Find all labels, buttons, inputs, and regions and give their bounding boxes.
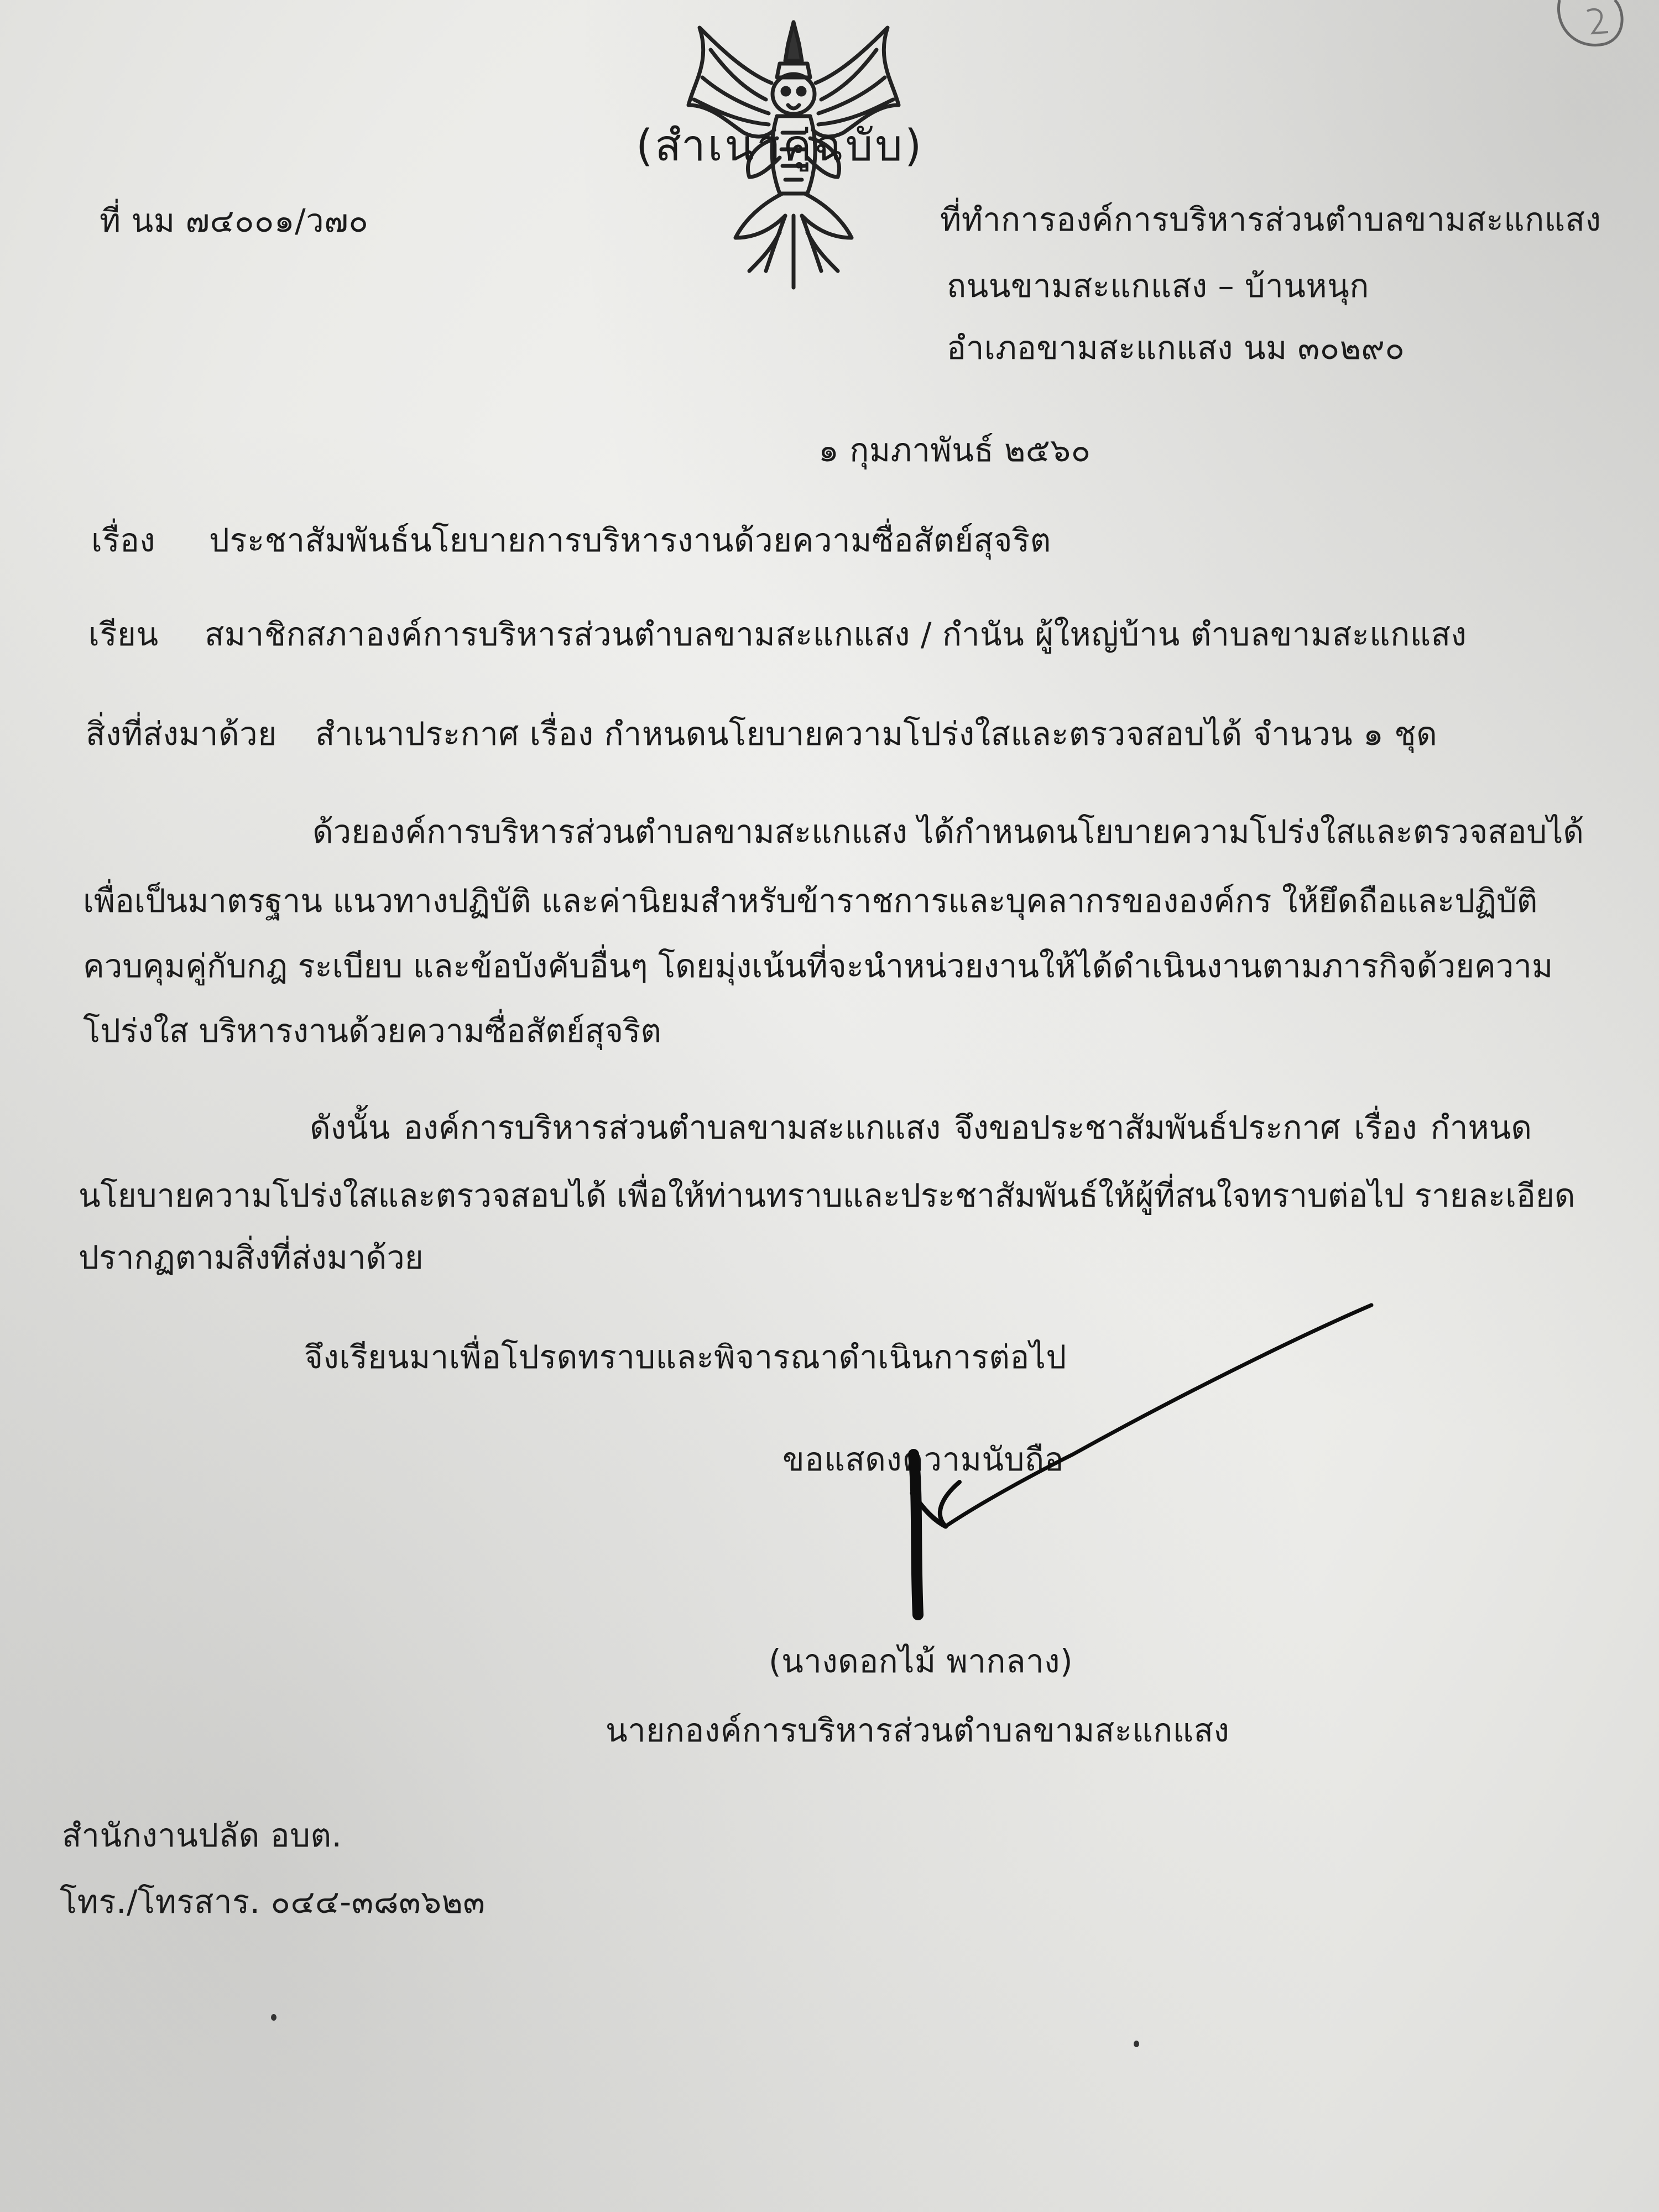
page-number-mark: [1543, 0, 1631, 61]
body-paragraph-1-line-4: โปร่งใส บริหารงานด้วยความซื่อสัตย์สุจริต: [83, 1012, 661, 1050]
footer-office: สำนักงานปลัด อบต.: [62, 1817, 342, 1854]
stray-mark: [271, 2014, 276, 2021]
office-address-line-2: ถนนขามสะแกแสง – บ้านหนุก: [947, 267, 1369, 305]
body-paragraph-1-line-1: ด้วยองค์การบริหารส่วนตำบลขามสะแกแสง ได้กำหนดนโยบายความโปร่งใสและตรวจสอบได้: [312, 813, 1584, 851]
addressee-text: สมาชิกสภาองค์การบริหารส่วนตำบลขามสะแกแสง / กำนัน ผู้ใหญ่บ้าน ตำบลขามสะแกแสง: [205, 615, 1467, 653]
stray-mark: [1134, 2041, 1139, 2047]
subject-text: ประชาสัมพันธ์นโยบายการบริหารงานด้วยความซื่อสัตย์สุจริต: [209, 521, 1051, 559]
office-address-line-3: อำเภอขามสะแกแสง นม ๓๐๒๙๐: [947, 329, 1405, 367]
copy-label: (สำเนาคู่ฉบับ): [636, 121, 924, 171]
subject-label: เรื่อง: [91, 521, 156, 559]
body-paragraph-2-line-3: ปรากฏตามสิ่งที่ส่งมาด้วย: [79, 1239, 424, 1276]
signer-name: (นางดอกไม้ พากลาง): [769, 1642, 1073, 1680]
body-paragraph-2-line-2: นโยบายความโปร่งใสและตรวจสอบได้ เพื่อให้ท่านทราบและประชาสัมพันธ์ให้ผู้ที่สนใจทราบต่อไป รายละเอียด: [79, 1177, 1575, 1214]
handwritten-signature: [863, 1288, 1405, 1631]
footer-phone: โทร./โทรสาร. ๐๔๔-๓๘๓๖๒๓: [60, 1883, 486, 1921]
signer-position: นายกองค์การบริหารส่วนตำบลขามสะแกแสง: [606, 1712, 1230, 1749]
body-paragraph-2-line-1: ดังนั้น องค์การบริหารส่วนตำบลขามสะแกแสง จึงขอประชาสัมพันธ์ประกาศ เรื่อง กำหนด: [310, 1109, 1532, 1146]
enclosure-text: สำเนาประกาศ เรื่อง กำหนดนโยบายความโปร่งใสและตรวจสอบได้ จำนวน ๑ ชุด: [315, 715, 1438, 753]
office-address-line-1: ที่ทำการองค์การบริหารส่วนตำบลขามสะแกแสง: [940, 201, 1601, 238]
body-paragraph-1-line-2: เพื่อเป็นมาตรฐาน แนวทางปฏิบัติ และค่านิยมสำหรับข้าราชการและบุคลากรขององค์กร ให้ยึดถือและปฏิบัติ: [83, 882, 1538, 920]
addressee-label: เรียน: [88, 615, 159, 653]
letter-date: ๑ กุมภาพันธ์ ๒๕๖๐: [818, 431, 1091, 469]
body-paragraph-1-line-3: ควบคุมคู่กับกฎ ระเบียบ และข้อบังคับอื่นๆ โดยมุ่งเน้นที่จะนำหน่วยงานให้ได้ดำเนินงานตามภารกิจด้วยความ: [83, 947, 1553, 985]
reference-number: ที่ นม ๗๔๐๐๑/ว๗๐: [100, 202, 369, 239]
enclosure-label: สิ่งที่ส่งมาด้วย: [86, 715, 277, 753]
closing-request: จึงเรียนมาเพื่อโปรดทราบและพิจารณาดำเนินการต่อไป: [304, 1338, 1067, 1376]
closing-salutation: ขอแสดงความนับถือ: [782, 1441, 1064, 1478]
